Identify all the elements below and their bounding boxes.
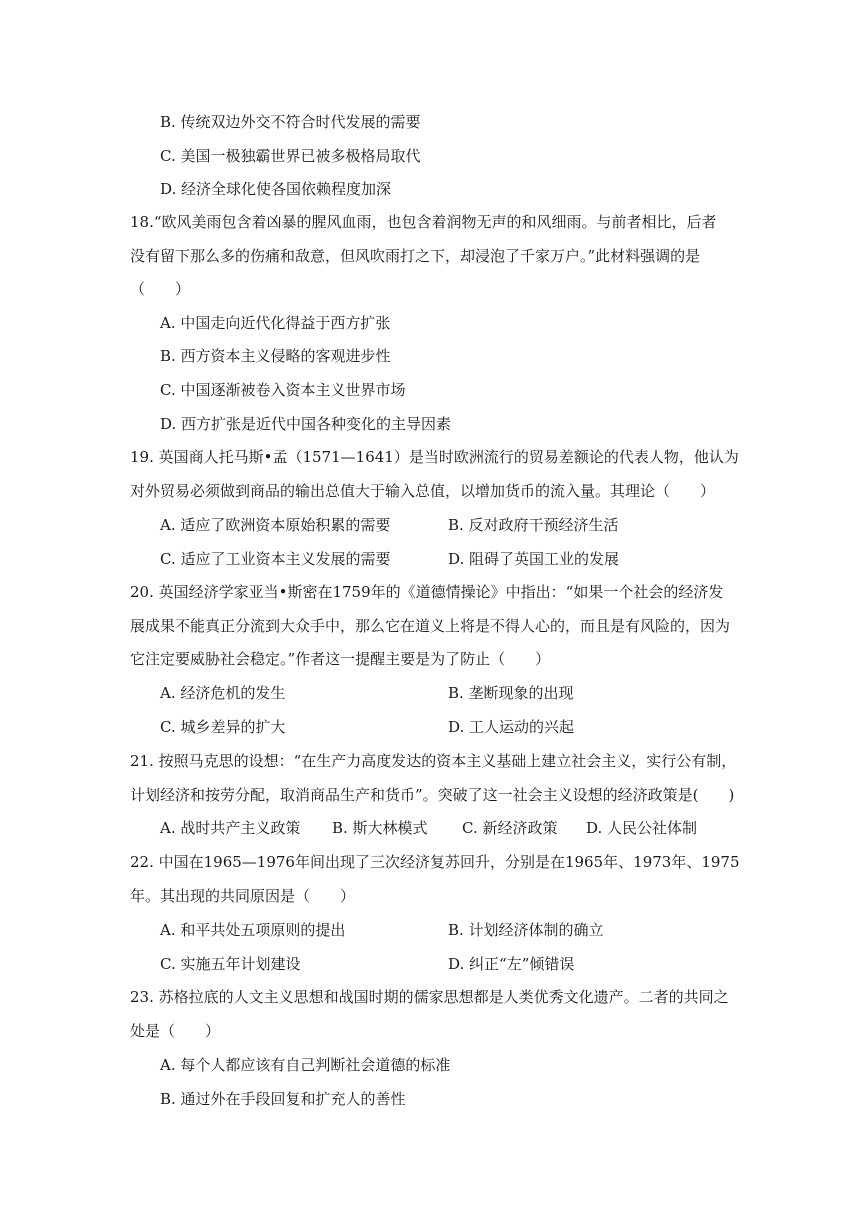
q18-stem-line-2: 没有留下那么多的伤痛和敌意，但风吹雨打之下，却浸泡了千家万户。”此材料强调的是	[130, 247, 701, 265]
q19-stem-line-1: 19. 英国商人托马斯•孟（1571—1641）是当时欧洲流行的贸易差额论的代表人物，他认为	[130, 448, 739, 466]
q18-option-c: C. 中国逐渐被卷入资本主义世界市场	[160, 381, 406, 399]
q21-options-row	[160, 818, 697, 838]
q19-option-d: D. 阻碍了英国工业的发展	[448, 550, 620, 568]
q18-option-b: B. 西方资本主义侵略的客观进步性	[160, 347, 391, 365]
q18-stem-line-1: 18.“欧风美雨包含着凶暴的腥风血雨，也包含着润物无声的和风细雨。与前者相比，后者	[130, 213, 717, 231]
q23-option-b: B. 通过外在手段回复和扩充人的善性	[160, 1090, 406, 1108]
q21-option-c: C. 新经济政策	[462, 819, 558, 837]
q20-stem-line-1: 20. 英国经济学家亚当•斯密在1759年的《道德情操论》中指出：“如果一个社会的经济发	[130, 583, 724, 601]
q22-option-d: D. 纠正“左”倾错误	[448, 955, 575, 973]
q20-option-b: B. 垄断现象的出现	[448, 684, 574, 702]
q18-stem-line-3: （ ）	[130, 280, 191, 298]
q21-option-b: B. 斯大林模式	[332, 819, 428, 837]
q18-option-d: D. 西方扩张是近代中国各种变化的主导因素	[160, 415, 452, 433]
q23-stem-line-2: 处是（ ）	[130, 1022, 221, 1040]
q20-option-c: C. 城乡差异的扩大	[160, 718, 286, 736]
q22-stem-line-1: 22. 中国在1965—1976年间出现了三次经济复苏回升，分别是在1965年、1973年、1975	[130, 853, 740, 871]
q19-option-c: C. 适应了工业资本主义发展的需要	[160, 550, 391, 568]
q18-option-a: A. 中国走向近代化得益于西方扩张	[160, 314, 391, 332]
q19-option-a: A. 适应了欧洲资本原始积累的需要	[160, 516, 391, 534]
q21-stem-line-2: 计划经济和按劳分配，取消商品生产和货币”。突破了这一社会主义设想的经济政策是( )	[130, 786, 735, 804]
q22-option-a: A. 和平共处五项原则的提出	[160, 921, 346, 939]
q20-stem-line-3: 它注定要威胁社会稳定。”作者这一提醒主要是为了防止（ ）	[130, 650, 551, 668]
q21-option-a: A. 战时共产主义政策	[160, 819, 301, 837]
q22-option-c: C. 实施五年计划建设	[160, 955, 301, 973]
q17-option-d: D. 经济全球化使各国依赖程度加深	[160, 180, 392, 198]
q20-stem-line-2: 展成果不能真正分流到大众手中，那么它在道义上将是不得人心的，而且是有风险的，因为	[130, 617, 731, 635]
q22-stem-line-2: 年。其出现的共同原因是（ ）	[130, 887, 356, 905]
q17-option-c: C. 美国一极独霸世界已被多极格局取代	[160, 147, 421, 165]
q22-option-b: B. 计划经济体制的确立	[448, 921, 604, 939]
q20-option-d: D. 工人运动的兴起	[448, 718, 575, 736]
q19-stem-line-2: 对外贸易必须做到商品的输出总值大于输入总值，以增加货币的流入量。其理论（ ）	[130, 482, 716, 500]
q21-stem-line-1: 21. 按照马克思的设想：“在生产力高度发达的资本主义基础上建立社会主义，实行公有制，	[130, 752, 737, 770]
q23-option-a: A. 每个人都应该有自己判断社会道德的标准	[160, 1056, 451, 1074]
q20-option-a: A. 经济危机的发生	[160, 684, 286, 702]
q17-option-b: B. 传统双边外交不符合时代发展的需要	[160, 113, 421, 131]
q21-option-d: D. 人民公社体制	[586, 819, 698, 837]
q19-option-b: B. 反对政府干预经济生活	[448, 516, 619, 534]
q23-stem-line-1: 23. 苏格拉底的人文主义思想和战国时期的儒家思想都是人类优秀文化遗产。二者的共同之	[130, 988, 729, 1006]
